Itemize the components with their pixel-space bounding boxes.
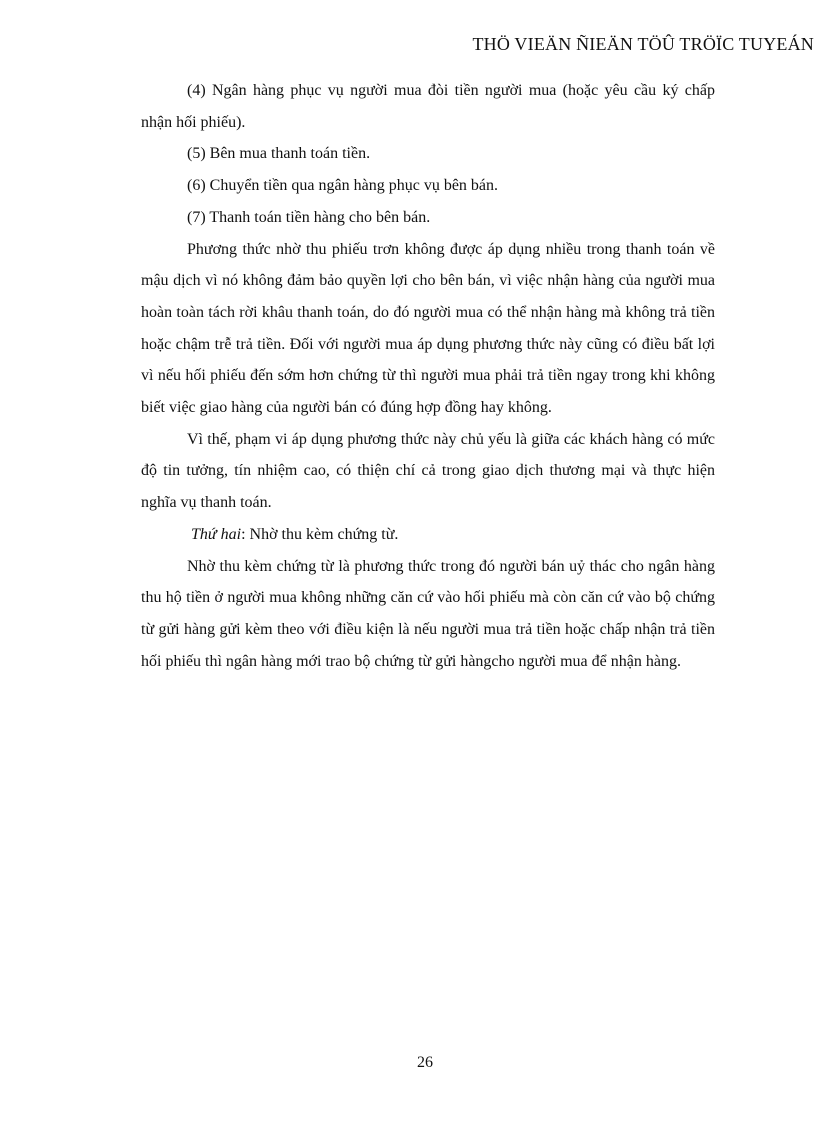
- page-number: 26: [417, 1054, 433, 1071]
- second-method-label: Thứ hai: [191, 525, 242, 543]
- paragraph-documentary-collection: Nhờ thu kèm chứng từ là phương thức trong đó người bán uỷ thác cho ngân hàng thu hộ tiền ở người mua không những căn cứ vào hối phiếu mà còn căn cứ vào bộ chứng từ gửi hàng gửi kèm theo với điều kiện là nếu người mua trả tiền hoặc chấp nhận trả tiền hối phiếu thì ngân hàng mới trao bộ chứng từ gửi hàngcho người mua để nhận hàng.: [141, 557, 715, 670]
- paragraph-step-5: (5) Bên mua thanh toán tiền.: [187, 145, 371, 163]
- paragraph-scope: Vì thế, phạm vi áp dụng phương thức này chủ yếu là giữa các khách hàng có mức độ tin tưởng, tín nhiệm cao, có thiện chí cả trong giao dịch thương mại và thực hiện nghĩa vụ thanh toán.: [141, 430, 715, 512]
- paragraph-step-6: (6) Chuyển tiền qua ngân hàng phục vụ bên bán.: [187, 177, 499, 195]
- second-method-text: : Nhờ thu kèm chứng từ.: [241, 525, 399, 543]
- paragraph-step-7: (7) Thanh toán tiền hàng cho bên bán.: [187, 208, 431, 226]
- paragraph-step-4: (4) Ngân hàng phục vụ người mua đòi tiền người mua (hoặc yêu cầu ký chấp nhận hối phiếu).: [141, 82, 715, 131]
- document-body: [141, 75, 715, 677]
- page-header: THÖ VIEÄN ÑIEÄN TÖÛ TRÖÏC TUYEÁN: [472, 34, 814, 54]
- paragraph-clean-collection: Phương thức nhờ thu phiếu trơn không được áp dụng nhiều trong thanh toán về mậu dịch vì nó không đảm bảo quyền lợi cho bên bán, vì việc nhận hàng của người mua hoàn toàn tách rời khâu thanh toán, do đó người mua có thể nhận hàng mà không trả tiền hoặc chậm trễ trả tiền. Đối với người mua áp dụng phương thức này cũng có điều bất lợi vì nếu hối phiếu đến sớm hơn chứng từ thì người mua phải trả tiền ngay trong khi không biết việc giao hàng của người bán có đúng hợp đồng hay không.: [141, 240, 715, 417]
- second-method-heading: [141, 519, 715, 551]
